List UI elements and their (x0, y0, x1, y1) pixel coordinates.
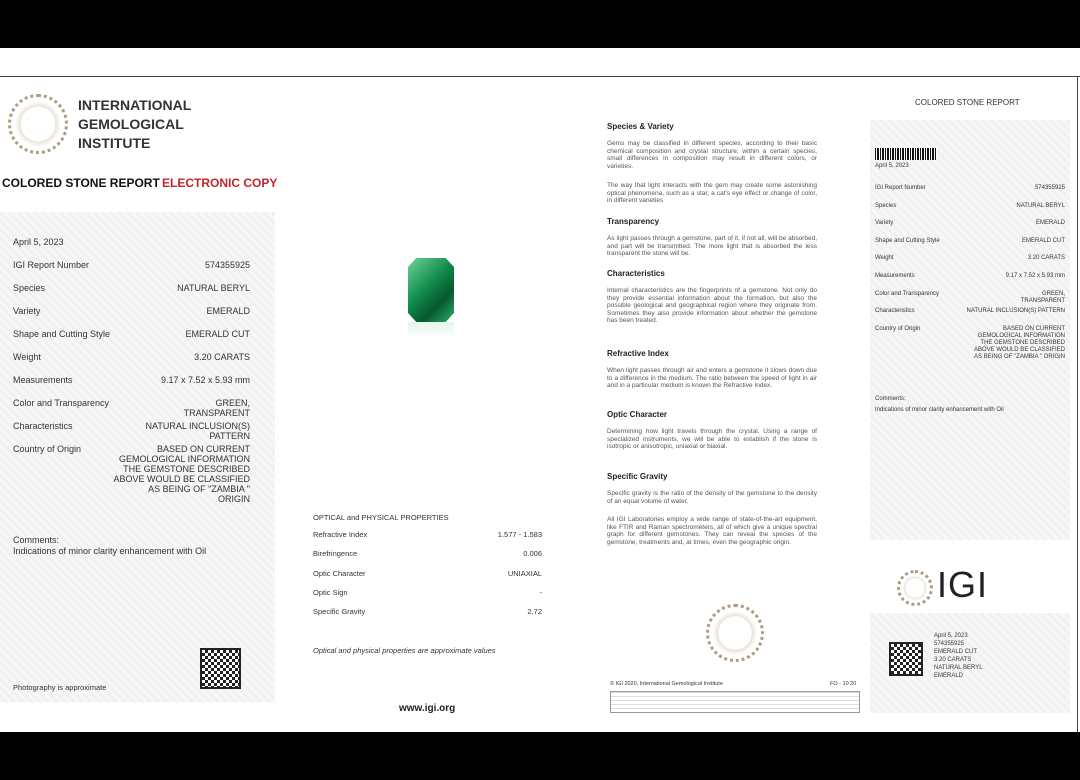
row-value: NATURAL INCLUSION(S) PATTERN (145, 421, 250, 441)
summary-line: NATURAL BERYL (934, 665, 983, 671)
property-label: Specific Gravity (313, 607, 366, 617)
report-row (13, 398, 250, 418)
row-label: Shape and Cutting Style (13, 329, 111, 339)
report-row (13, 444, 250, 504)
report-row (13, 375, 250, 385)
info-heading: Refractive Index (607, 349, 669, 358)
row-label: Measurements (13, 375, 73, 385)
card-row-value: GREEN, TRANSPARENT (1020, 290, 1065, 304)
row-value: NATURAL BERYL (177, 283, 250, 293)
card-row (875, 273, 1065, 280)
row-label: IGI Report Number (13, 260, 90, 270)
card-row-value: 3.20 CARATS (1027, 255, 1065, 262)
card-row-value: NATURAL BERYL (1016, 202, 1065, 209)
row-label: Weight (13, 352, 41, 362)
row-label: Color and Transparency (13, 398, 110, 408)
info-paragraph: All IGI Laboratories employ a wide range of state-of-the-art equipment, like FTIR and Raman spectrometers, all of which give a unique spectral graph for different gemstones. They can reveal the species of the gemstone, treatments and, at times, even the geographic origin. (607, 516, 817, 546)
info-paragraph: Specific gravity is the ratio of the density of the gemstone to the density of an equal volume of water. (607, 490, 817, 505)
card-row-value: NATURAL INCLUSION(S) PATTERN (966, 308, 1065, 315)
summary-line: 3.20 CARATS (934, 657, 972, 663)
org-name-line: INTERNATIONAL (78, 97, 192, 113)
report-row (13, 306, 250, 316)
row-label: Country of Origin (13, 444, 82, 454)
igi-seal-logo (8, 94, 68, 154)
property-row (313, 530, 542, 539)
info-paragraph: Internal characteristics are the fingerprints of a gemstone. Not only do they provide essential information about the formation, but also the possible geological and geographical region where they originate from. Sometimes they also provide information about whether the gemstone has been treated. (607, 287, 817, 325)
card-row (875, 238, 1065, 245)
border-line (0, 76, 1080, 77)
property-value: UNIAXIAL (507, 568, 542, 578)
barcode (875, 148, 937, 160)
property-value: 0.006 (523, 549, 542, 559)
row-value: 574355925 (204, 260, 250, 270)
emerald-photo (408, 258, 454, 322)
info-heading: Species & Variety (607, 122, 674, 131)
row-value: GREEN, TRANSPARENT (183, 398, 250, 418)
website-link[interactable]: www.igi.org (399, 703, 456, 714)
card-row (875, 220, 1065, 227)
comments-text: Indications of minor clarity enhancement with Oil (13, 546, 207, 556)
summary-line: April 5, 2023 (934, 633, 968, 639)
card-row-label: Measurements (875, 273, 915, 279)
report-row (13, 329, 250, 339)
emerald-reflection (408, 322, 454, 338)
report-row (13, 237, 250, 247)
row-value: 3.20 CARATS (194, 352, 250, 362)
info-paragraph: When light passes through air and enters a gemstone it slows down due to a difference in the medium. The ratio between the speed of light in air and in a particular medium is known the Refractive Index. (607, 367, 817, 390)
card-comments-label: Comments: (875, 396, 906, 402)
property-row (313, 588, 542, 597)
row-label: April 5, 2023 (13, 237, 64, 247)
igi-seal-watermark (706, 604, 764, 662)
info-paragraph: As light passes through a gemstone, part of it, if not all, will be absorbed, and part will be transmitted. The more light that is absorbed the less transparent the stone will be. (607, 235, 817, 258)
report-title: COLORED STONE REPORT (2, 176, 160, 190)
igi-logo-text: IGI (937, 564, 989, 605)
card-row-value: 574355925 (1034, 185, 1065, 191)
card-row-label: Weight (875, 255, 894, 262)
card-row (875, 291, 1065, 305)
property-label: Optic Character (313, 568, 366, 578)
property-row (313, 607, 542, 616)
card-summary (934, 632, 983, 680)
card-row (875, 203, 1065, 210)
card-comments-text: Indications of minor clarity enhancement with Oil (875, 407, 1004, 413)
property-label: Refractive Index (313, 530, 368, 539)
form-code: FO - 10 20 (830, 681, 857, 687)
row-value: 9.17 x 7.52 x 5.93 mm (160, 375, 250, 385)
row-value: EMERALD (206, 306, 250, 316)
info-heading: Transparency (607, 217, 660, 226)
card-row-label: Species (875, 202, 897, 209)
info-heading: Optic Character (607, 410, 668, 419)
row-label: Species (13, 283, 46, 293)
summary-line: EMERALD CUT (934, 649, 978, 655)
photography-note: Photography is approximate (13, 683, 107, 692)
properties-title: OPTICAL and PHYSICAL PROPERTIES (313, 513, 449, 522)
info-heading: Specific Gravity (607, 472, 668, 481)
report-row (13, 283, 250, 293)
card-row (875, 308, 1065, 315)
org-name (78, 96, 191, 153)
row-label: Variety (13, 306, 41, 316)
card-row-value: EMERALD (1035, 220, 1065, 227)
card-row (875, 255, 1065, 262)
card-row-label: Variety (875, 220, 894, 227)
property-value: - (539, 587, 542, 597)
report-row (13, 421, 250, 441)
info-paragraph: Gems may be classified in different species, according to their basic chemical composition and crystal structure; within a certain species, small differences in composition may result in different colors, or varieties. (607, 140, 817, 170)
summary-line: EMERALD (934, 673, 964, 679)
card-row-value: 9.17 x 7.52 x 5.93 mm (1005, 273, 1065, 279)
igi-small-seal (897, 570, 933, 606)
property-value: 1.577 - 1.583 (497, 530, 542, 539)
card-row-value: BASED ON CURRENT GEMOLOGICAL INFORMATION THE GEMSTONE DESCRIBED ABOVE WOULD BE CLASSIFIED AS BEING OF "ZAMBIA " ORIGIN (973, 325, 1065, 360)
property-value: 2.72 (527, 607, 542, 617)
comments-label: Comments: (13, 535, 60, 545)
report-row (13, 260, 250, 270)
card-row-label: Country of Origin (875, 325, 921, 332)
card-row-label: Characteristics (875, 308, 915, 315)
property-row (313, 549, 542, 558)
security-features-strip (610, 691, 860, 713)
card-row-value: EMERALD CUT (1021, 237, 1065, 244)
card-row (875, 185, 1065, 192)
properties-note: Optical and physical properties are approximate values (313, 646, 496, 655)
property-row (313, 569, 542, 578)
card-row (875, 326, 1065, 361)
info-heading: Characteristics (607, 269, 665, 278)
property-label: Birefringence (313, 549, 358, 559)
row-label: Characteristics (13, 421, 73, 431)
border-line (1077, 76, 1078, 732)
org-name-line: INSTITUTE (78, 135, 151, 151)
summary-line: 574355925 (934, 641, 965, 647)
card-row-label: IGI Report Number (875, 185, 926, 191)
org-name-line: GEMOLOGICAL (78, 116, 184, 132)
card-row-label: Color and Transparency (875, 290, 940, 297)
card-row-label: Shape and Cutting Style (875, 237, 940, 244)
card-title: COLORED STONE REPORT (915, 98, 1020, 107)
row-value: BASED ON CURRENT GEMOLOGICAL INFORMATION THE GEMSTONE DESCRIBED ABOVE WOULD BE CLASSIFIED AS BEING OF "ZAMBIA " ORIGIN (113, 444, 250, 504)
electronic-copy-label: ELECTRONIC COPY (162, 176, 278, 190)
card-date: April 5, 2023 (875, 163, 909, 169)
card-qr-code[interactable] (889, 642, 923, 676)
report-page (0, 48, 1080, 732)
copyright: © IGI 2020, International Gemological Institute (610, 681, 723, 687)
property-label: Optic Sign (313, 587, 348, 597)
qr-code[interactable] (200, 648, 241, 689)
info-paragraph: Determining how light travels through the crystal. Using a range of specialized instruments, we will be able to establish if the stone is isotropic or anisotropic, uniaxial or biaxial. (607, 428, 817, 451)
report-row (13, 352, 250, 362)
info-paragraph: The way that light interacts with the gem may create some astonishing optical phenomena, such as a star, a cat's eye effect or change of color, in different varieties (607, 182, 817, 205)
row-value: EMERALD CUT (185, 329, 250, 339)
